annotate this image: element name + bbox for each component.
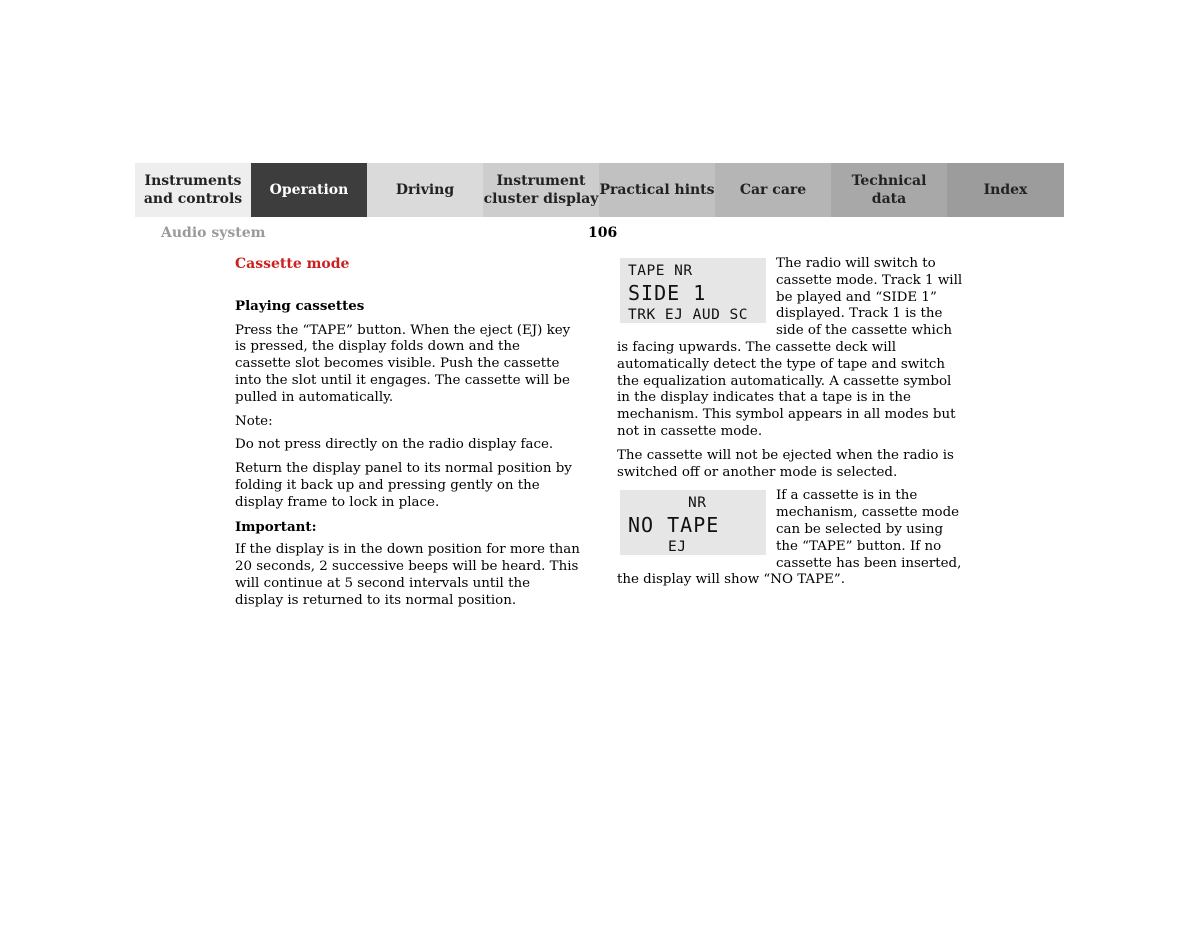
section-heading: Cassette mode [235,256,350,272]
display-line: NR [688,495,707,512]
tab-practical-hints[interactable] [599,163,715,217]
tab-label: Operation [269,182,349,198]
display-line: EJ [668,539,687,556]
page-number: 106 [588,225,618,241]
display-line: NO TAPE [628,513,720,538]
tab-label: Car care [739,182,807,198]
tab-index[interactable] [947,163,1064,217]
radio-display-no-tape [620,490,766,555]
display-line: TRK EJ AUD SC [628,307,748,323]
section-label: Audio system [161,225,266,241]
tab-car-care[interactable] [715,163,831,217]
chapter-navigation [135,163,1064,217]
tab-technical-data[interactable] [831,163,947,217]
tab-label: Technical data [851,173,927,207]
paragraph: The cassette will not be ejected when the radio is switched off or another mode is selected. [617,447,954,480]
important-text: If the display is in the down position for more than 20 seconds, 2 successive beeps will be heard. This will continue at 5 second intervals until the display is returned to its normal position. [235,542,580,608]
tab-driving[interactable] [367,163,483,217]
tab-label: Driving [395,182,455,198]
note-text: Do not press directly on the radio display face. [235,437,554,453]
paragraph: If a cassette is in the mechanism, cassette mode can be selected by using the “TAPE” button. If no cassette has been inserted, the display will show “NO TAPE”. [617,488,962,588]
note-label: Note: [235,413,273,429]
tab-operation[interactable] [251,163,367,217]
tab-label: Instrument cluster display [483,173,599,207]
tab-instrument-cluster-display[interactable] [483,163,599,217]
tab-label: Index [983,182,1028,198]
important-label: Important: [235,518,317,535]
right-column [617,256,965,596]
radio-display-tape [620,258,766,323]
tab-instruments-and-controls[interactable] [135,163,251,217]
subheading: Playing cassettes [235,297,365,314]
display-line: TAPE NR [628,263,693,279]
paragraph: Return the display panel to its normal position by folding it back up and pressing gently on the display frame to lock in place. [235,461,572,510]
paragraph: The radio will switch to cassette mode. Track 1 will be played and “SIDE 1” displayed. Track 1 is the side of the cassette which is facing upwards. The cassette deck will automatically detect the type of tape and switch the equalization automatically. A cassette symbol in the display indicates that a tape is in the mechanism. This symbol appears in all modes but not in cassette mode. [617,256,963,439]
paragraph: Press the “TAPE” button. When the eject (EJ) key is pressed, the display folds down and the cassette slot becomes visible. Push the cassette into the slot until it engages. The cassette will be pulled in automatically. [235,322,571,405]
display-line: SIDE 1 [628,281,707,305]
tab-label: Practical hints [599,182,715,198]
tab-label: Instruments and controls [143,173,243,207]
left-column [235,256,580,617]
